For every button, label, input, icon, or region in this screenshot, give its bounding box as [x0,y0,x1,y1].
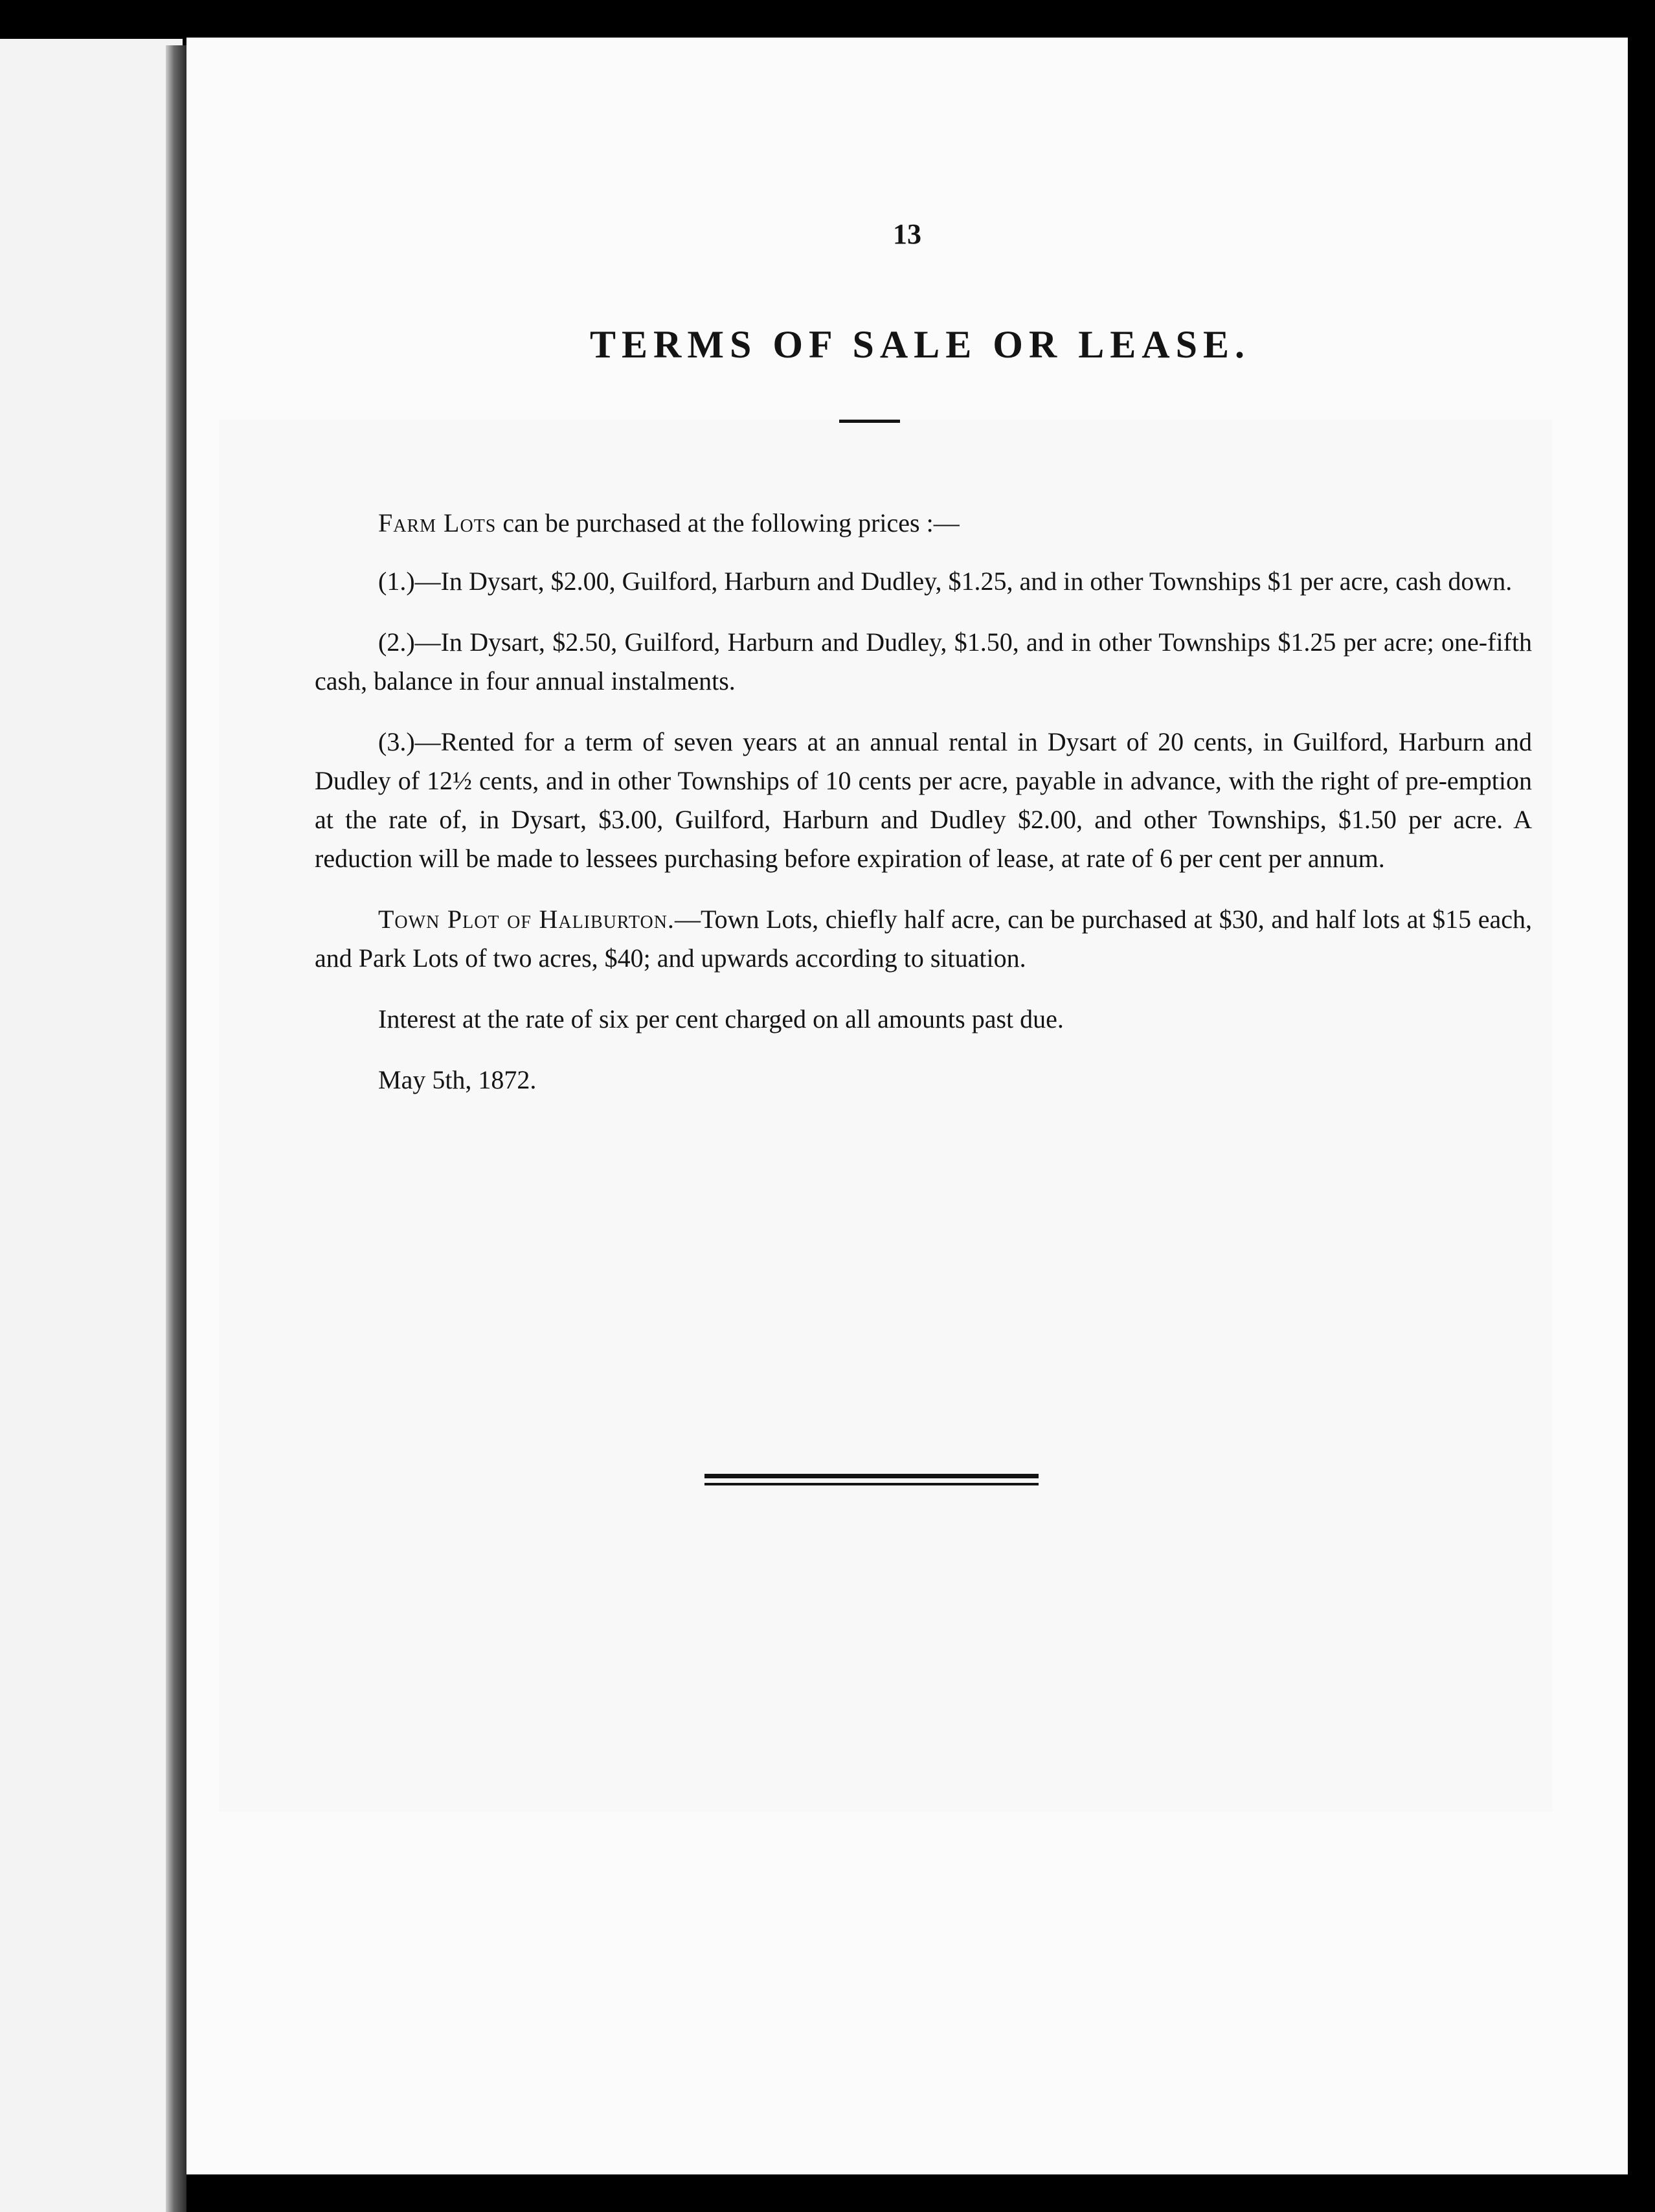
page-number: 13 [893,218,921,250]
terms-body [315,504,1532,1100]
document-page [186,38,1628,2174]
facing-page-edge [0,39,183,2212]
book-gutter-shadow [166,45,186,2212]
town-plot-text: —Town Lots, chiefly half acre, can be purchased at $30, and half lots at $15 each, and Park Lots of two acres, $40; and upwards according to situation. [315,905,1533,973]
farm-lots-lead: Farm Lots [378,508,497,537]
option-3-paragraph: (3.)—Rented for a term of seven years at an annual rental in Dysart of 20 cents, in Guilford, Harburn and Dudley of 12½ cents, and in other Townships of 10 cents per acre, payable in advance, with the right of pre-emption at the rate of, in Dysart, $3.00, Guilford, Harburn and Dudley $2.00, and other Townships, $1.50 per acre. A reduction will be made to lessees purchasing before expiration of lease, at rate of 6 per cent per annum. [315,727,1532,873]
closing-rule-thick [704,1474,1039,1478]
option-2-paragraph: (2.)—In Dysart, $2.50, Guilford, Harburn and Dudley, $1.50, and in other Townships $1.25 per acre; one-fifth cash, balance in four annual instalments. [315,627,1532,695]
date-line: May 5th, 1872. [378,1065,537,1094]
farm-lots-text: can be purchased at the following prices :— [496,508,960,537]
heading-rule [839,420,900,423]
closing-double-rule [704,1474,1039,1485]
town-plot-lead: Town Plot of Haliburton. [378,905,675,934]
closing-rule-thin [704,1483,1039,1485]
interest-paragraph: Interest at the rate of six per cent charged on all amounts past due. [378,1004,1064,1033]
page-heading: TERMS OF SALE OR LEASE. [590,323,1250,366]
town-plot-paragraph [315,900,1532,978]
option-1-paragraph: (1.)—In Dysart, $2.00, Guilford, Harburn and Dudley, $1.25, and in other Townships $1 per acre, cash down. [378,567,1513,596]
farm-lots-paragraph [315,504,1532,543]
